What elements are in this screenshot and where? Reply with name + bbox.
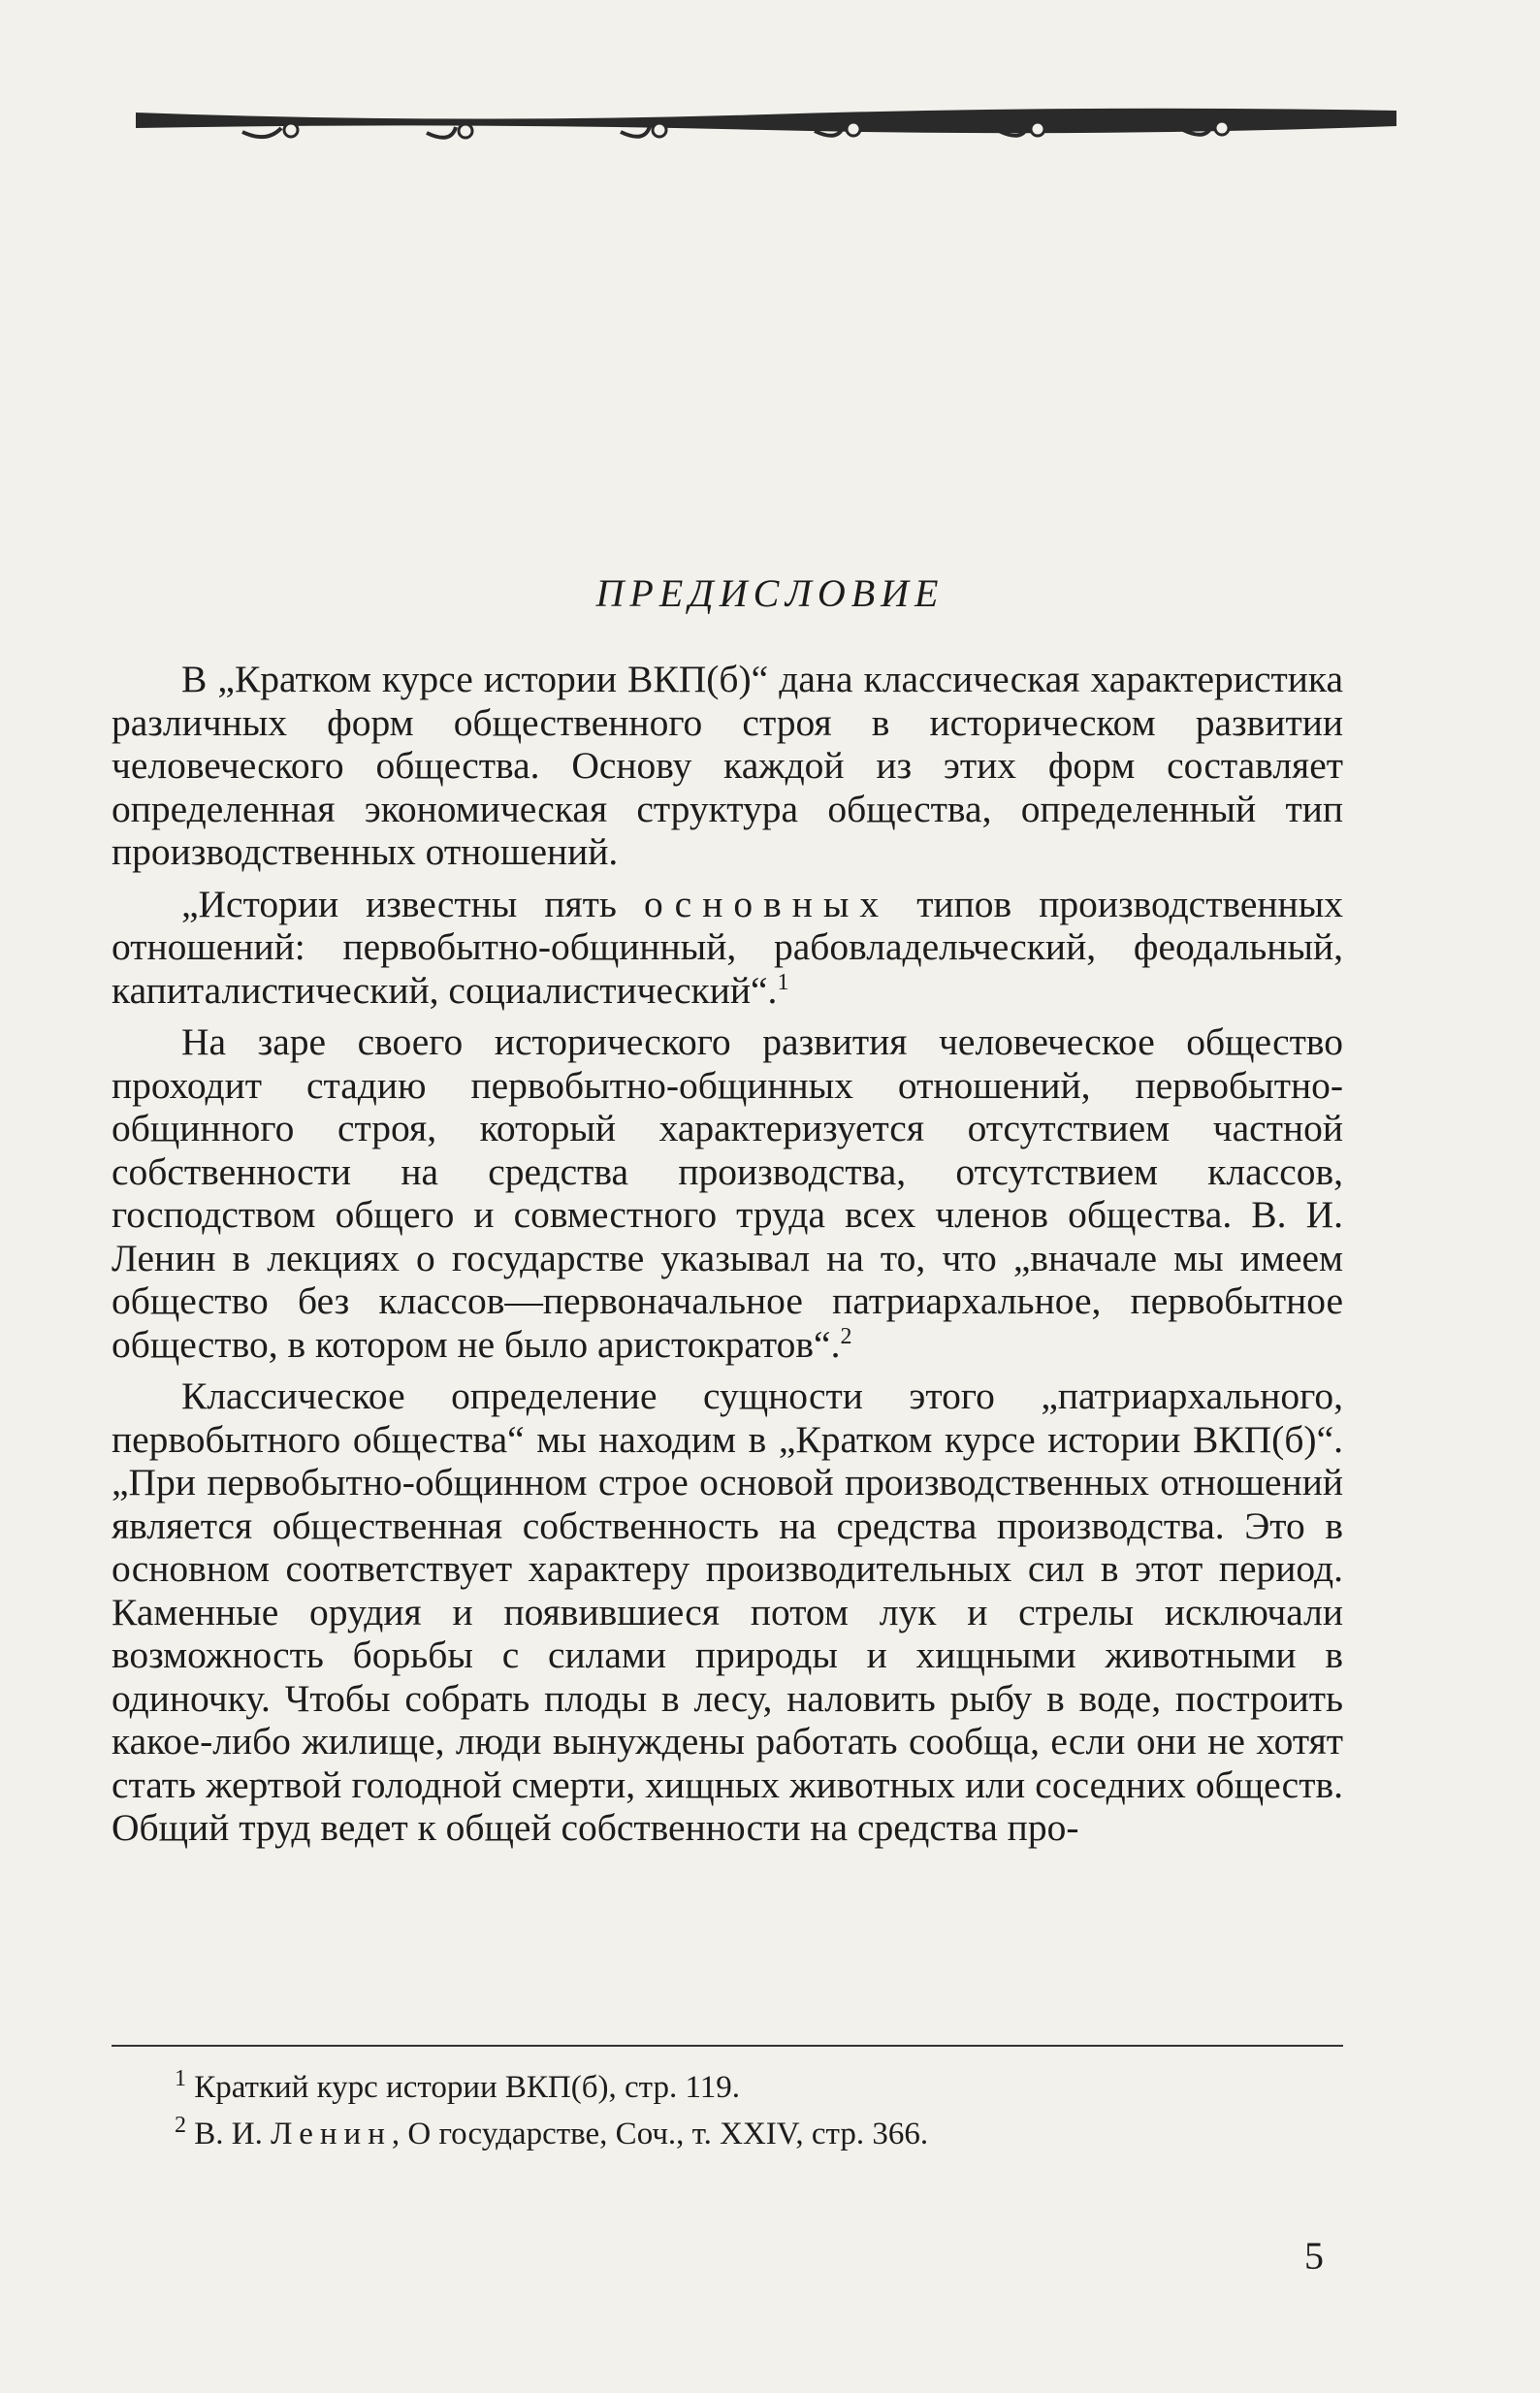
paragraph [112, 1020, 1343, 1366]
footnote-mark: 2 [175, 2113, 186, 2138]
page-number: 5 [1304, 2234, 1324, 2278]
quote-text-end: типов производственных отношений: первобытно-общинный, рабовладельческий, феодальный, капиталистический, социалистический“. [112, 882, 1343, 1012]
paragraph-text: В „Кратком курсе истории ВКП(б)“ дана классическая характеристика различных форм общественного строя в историческом развитии человеческого общества. Основу каждой из этих форм составляет определенная экономическая структура общества, определенный тип производственных отношений. [112, 658, 1343, 873]
footnote-prefix: В. И. [194, 2117, 272, 2151]
footnote-separator [112, 2045, 1343, 2047]
footnote-reference: 2 [840, 1323, 852, 1349]
body-text [112, 658, 1343, 1859]
footnote-mark: 1 [175, 2066, 186, 2091]
footnote-author: Ленин [271, 2117, 392, 2151]
footnote [175, 2111, 1290, 2157]
footnote-reference: 1 [777, 969, 789, 995]
decorative-header-border [136, 105, 1396, 149]
footnote [175, 2064, 1290, 2111]
spaced-emphasis: основных [643, 882, 890, 925]
page-title: ПРЕДИСЛОВИЕ [595, 571, 945, 615]
footnote-text: Краткий курс истории ВКП(б), стр. 119. [194, 2070, 741, 2105]
paragraph [112, 658, 1343, 874]
footnotes [175, 2064, 1290, 2157]
paragraph-text: На заре своего исторического развития человеческое общество проходит стадию первобытно-общинных отношений, первобытно-общинного строя, который характеризуется отсутствием частной собственности на средства производства, отсутствием классов, господством общего и совместного труда всех членов общества. В. И. Ленин в лекциях о государстве указывал на то, что „вначале мы имеем общество без классов—первоначальное патриархальное, первобытное общество, в котором не было аристократов“. [112, 1020, 1343, 1366]
paragraph-text: Классическое определение сущности этого „патриархального, первобытного общества“ мы находим в „Кратком курсе истории ВКП(б)“. „При первобытно-общинном строе основой производственных отношений является общественная собственность на средства производства. Это в основном соответствует характеру производительных сил в этот период. Каменные орудия и появившиеся потом лук и стрелы исключали возможность борьбы с силами природы и хищными животными в одиночку. Чтобы собрать плоды в лесу, наловить рыбу в воде, построить какое-либо жилище, люди вынуждены работать сообща, если они не хотят стать жертвой голодной смерти, хищных животных или соседних обществ. Общий труд ведет к общей собственности на средства про- [112, 1374, 1343, 1849]
footnote-text: , О государстве, Соч., т. XXIV, стр. 366. [391, 2117, 929, 2151]
paragraph [112, 883, 1343, 1013]
paragraph [112, 1374, 1343, 1850]
quote-text-start: „Истории известны пять [181, 882, 644, 925]
